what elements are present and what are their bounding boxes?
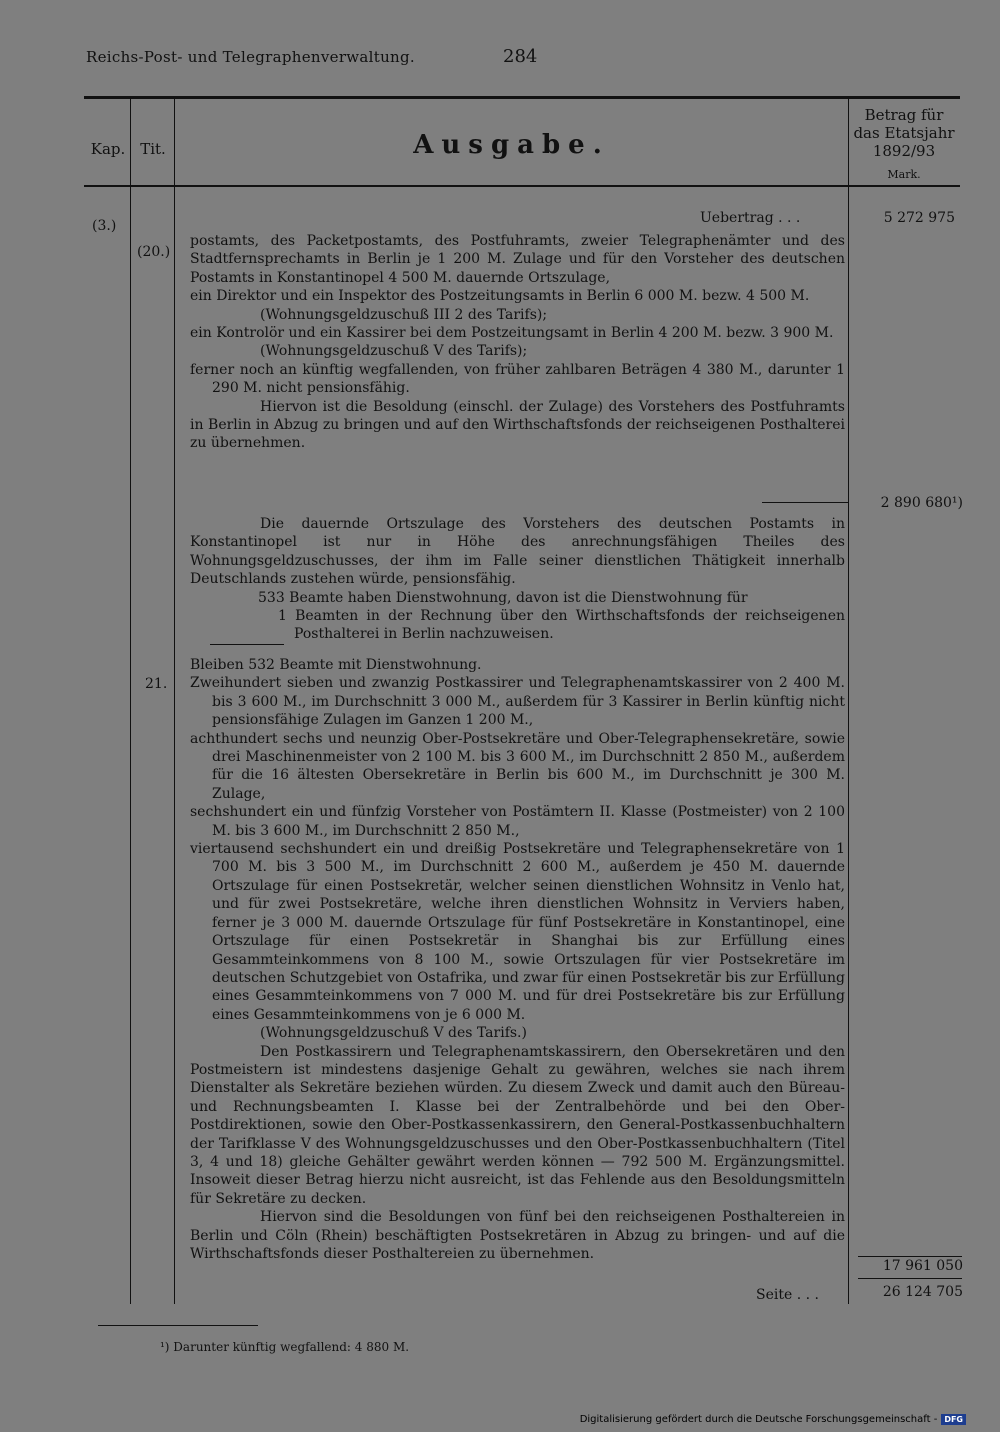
paragraph: Zweihundert sieben und zwanzig Postkassirer und Telegraphenamtskassirer von 2 400 M. bis 3 600 M., im Durchschnitt 3 000 M., außerdem für 3 Kassirer in Berlin künftig nicht pensionsfähige Zulagen im Ganzen 1 200 M., [190, 675, 845, 729]
footnote-rule [98, 1325, 258, 1326]
dfg-logo: DFG [941, 1414, 966, 1425]
paragraph: (Wohnungsgeldzuschuß III 2 des Tarifs); [260, 306, 548, 323]
paragraph: ein Kontrolör und ein Kassirer bei dem Postzeitungsamt in Berlin 4 200 M. bezw. 3 900 M. [190, 325, 834, 342]
paragraph: ein Direktor und ein Inspektor des Postzeitungsamts in Berlin 6 000 M. bezw. 4 500 M. [190, 288, 810, 305]
column-divider-tit [174, 99, 175, 1304]
column-header-kap: Kap. [90, 140, 126, 158]
credit-text: Digitalisierung gefördert durch die Deutsche Forschungsgemeinschaft - [579, 1414, 938, 1425]
amount-tit-21: 17 961 050 [882, 1258, 963, 1274]
betrag-line-1: Betrag für [864, 106, 944, 124]
paragraph: achthundert sechs und neunzig Ober-Postsekretäre und Ober-Telegraphensekretäre, sowie drei Maschinenmeister von 2 100 M. bis 3 600 M., im Durchschnitt 2 850 M., außerdem für die 16 ältesten Obersekretäre in Berlin bis 600 M., im Durchschnitt je 300 M. Zulage, [190, 730, 845, 802]
paragraph: Den Postkassirern und Telegraphenamtskassirern, den Obersekretären und den Postmeistern ist mindestens dasjenige Gehalt zu gewähren, welches sie nach ihrem Dienstalter als Sekretäre beziehen würden. Zu diesem Zweck und damit auch den Büreau- und Rechnungsbeamten I. Klasse bei der Zentralbehörde und bei den Ober-Postdirektionen, sowie den Ober-Postkassenkassirern, den General-Postkassenbuchhaltern der Tarifklasse V des Wohnungsgeldzuschusses und den Ober-Postkassenbuchhaltern (Titel 3, 4 und 18) gleiche Gehälter gewährt werden können — 792 500 M. Ergänzungsmittel. Insoweit dieser Betrag hierzu nicht ausreicht, ist das Fehlende aus den Besoldungsmitteln für Sekretäre zu decken. [190, 1043, 845, 1207]
paragraph: ferner noch an künftig wegfallenden, von früher zahlbaren Beträgen 4 380 M., darunter 1 290 M. nicht pensionsfähig. [190, 361, 845, 397]
paragraph: Bleiben 532 Beamte mit Dienstwohnung. [190, 657, 482, 673]
section-note [190, 515, 845, 644]
seite-label: Seite . . . [756, 1287, 819, 1303]
footnote: ¹) Darunter künftig wegfallend: 4 880 M. [160, 1340, 410, 1354]
paragraph: 533 Beamte haben Dienstwohnung, davon ist die Dienstwohnung für [258, 589, 748, 606]
column-divider-betrag [848, 99, 849, 1304]
page-total-rule [858, 1278, 962, 1279]
tit-marker-20: (20.) [137, 244, 171, 260]
paragraph: sechshundert ein und fünfzig Vorsteher von Postämtern II. Klasse (Postmeister) von 2 100 M. bis 3 600 M., im Durchschnitt 2 850 M., [190, 804, 845, 839]
section-tit-20 [190, 232, 845, 453]
betrag-line-3: 1892/93 [872, 142, 936, 160]
running-title: Reichs-Post- und Telegraphenverwaltung. [86, 48, 415, 66]
column-divider-kap [130, 99, 131, 1304]
amount-tit-20: 2 890 680¹) [880, 495, 963, 511]
sum-rule-21 [858, 1256, 962, 1257]
sum-rule [762, 502, 848, 503]
uebertrag-amount: 5 272 975 [883, 210, 955, 226]
betrag-line-2: das Etatsjahr [853, 124, 955, 142]
paragraph: Hiervon ist die Besoldung (einschl. der Zulage) des Vorstehers des Postfuhramts in Berlin in Abzug zu bringen und auf den Wirthschaftsfonds der reichseigenen Posthalterei zu übernehmen. [190, 398, 845, 452]
paragraph: (Wohnungsgeldzuschuß V des Tarifs); [260, 343, 528, 360]
kap-marker: (3.) [92, 218, 117, 234]
paragraph: postamts, des Packetpostamts, des Postfuhramts, zweier Telegraphenämter und des Stadtfernsprechamts in Berlin je 1 200 M. Zulage und für den Vorsteher des deutschen Postamts in Konstantinopel 4 500 M. dauernde Ortszulage, [190, 233, 845, 286]
tit-marker-21: 21. [145, 676, 168, 692]
paragraph: (Wohnungsgeldzuschuß V des Tarifs.) [260, 1025, 527, 1042]
paragraph: Hiervon sind die Besoldungen von fünf bei den reichseigenen Posthaltereien in Berlin und Cöln (Rhein) beschäftigten Postsekretären in Abzug zu bringen- und auf die Wirthschaftsfonds dieser Posthaltereien zu übernehmen. [190, 1209, 845, 1262]
paragraph: viertausend sechshundert ein und dreißig Postsekretäre und Telegraphensekretäre von 1 700 M. bis 3 500 M., im Durchschnitt 2 600 M., außerdem je 450 M. dauernde Ortszulage für einen Postsekretär, welcher seinen dienstlichen Wohnsitz in Venlo hat, und für zwei Postsekretäre, welche ihren dienstlichen Wohnsitz in Verviers haben, ferner je 3 000 M. dauernde Ortszulage für fünf Postsekretäre in Konstantinopel, eine Ortszulage für einen Postsekretär in Shanghai bis zur Erfüllung eines Gesammteinkommens von 8 100 M., sowie Ortszulagen für vier Postsekretäre im deutschen Schutzgebiet von Ostafrika, und zwar für einen Postsekretär bis zur Erfüllung eines Gesammteinkommens von 7 000 M. und für drei Postsekretäre bis zur Erfüllung eines Gesammteinkommens von je 6 000 M. [190, 841, 845, 1023]
digitization-credit [580, 1414, 966, 1425]
section-tit-21 [190, 656, 845, 1263]
paragraph: 1 Beamten in der Rechnung über den Wirthschaftsfonds der reichseigenen Posthalterei in Berlin nachzuweisen. [278, 608, 845, 643]
header-rule [84, 185, 960, 187]
subtotal-rule [210, 644, 284, 645]
seite-amount: 26 124 705 [882, 1284, 963, 1300]
uebertrag-label: Uebertrag . . . [700, 210, 801, 226]
page-number: 284 [503, 46, 538, 67]
unit-label: Mark. [887, 168, 921, 181]
column-header-ausgabe: Ausgabe. [413, 130, 610, 160]
paragraph: Die dauernde Ortszulage des Vorstehers des deutschen Postamts in Konstantinopel ist nur in Höhe des anrechnungsfähigen Theiles des Wohnungsgeldzuschusses, der ihm im Falle seiner dienstlichen Thätigkeit innerhalb Deutschlands zustehen würde, pensionsfähig. [190, 516, 845, 588]
column-header-tit: Tit. [140, 140, 166, 158]
column-header-betrag [849, 106, 959, 160]
top-rule [84, 96, 960, 99]
